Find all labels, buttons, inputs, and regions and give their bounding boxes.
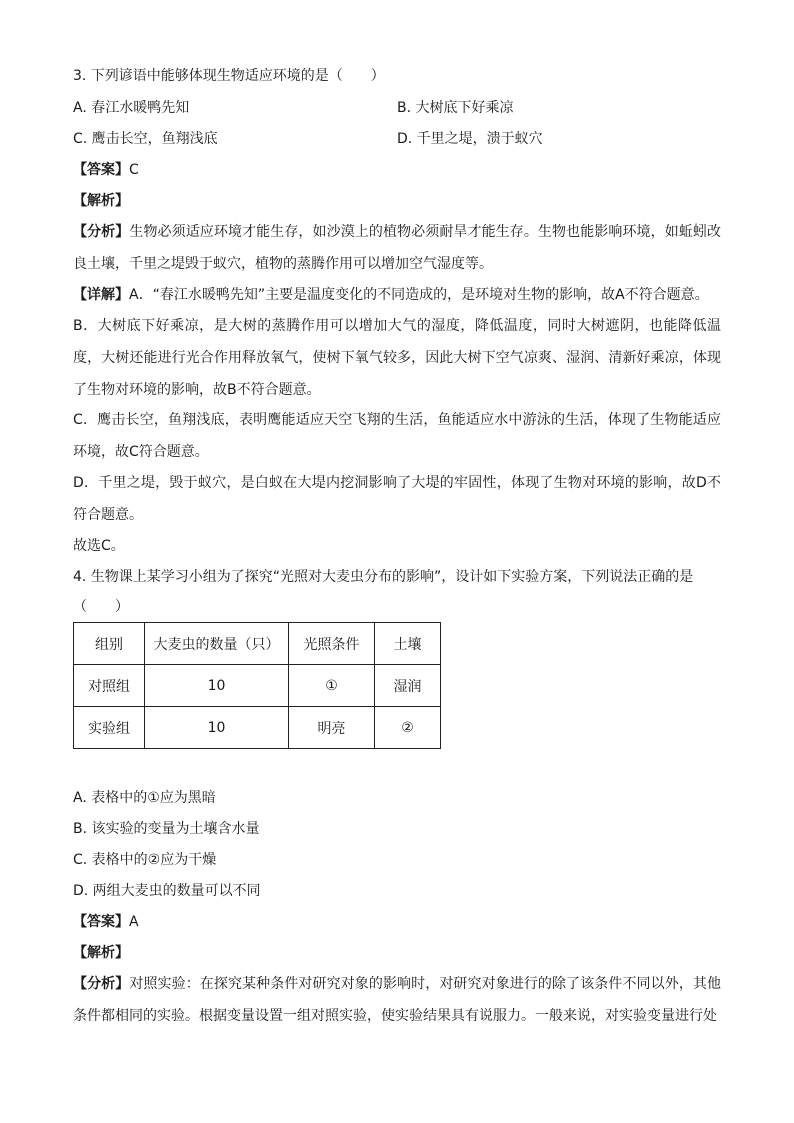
table-cell: ②	[375, 707, 441, 749]
q3-option-d: D. 千里之堤，溃于蚁穴	[397, 131, 543, 147]
table-cell: 对照组	[74, 665, 145, 707]
header-cell: 大麦虫的数量（只）	[145, 623, 289, 665]
header-cell: 组别	[74, 623, 145, 665]
table-cell: 10	[145, 665, 289, 707]
fenxi-tag: 【分析】	[73, 224, 130, 240]
answer-tag: 【答案】	[73, 914, 129, 930]
table-cell: 10	[145, 707, 289, 749]
q4-answer	[73, 912, 139, 932]
answer-value: A	[129, 914, 139, 930]
q4-option-b: B. 该实验的变量为土壤含水量	[73, 821, 260, 837]
q3-detail-b: B．大树底下好乘凉，是大树的蒸腾作用可以增加大气的湿度，降低温度，同时大树遮阴，也能降低温度，大树还能进行光合作用释放氧气，使树下氧气较多，因此大树下空气凉爽、湿润、清新好乘凉，体现了生物对环境的影响，故B不符合题意。	[73, 318, 721, 398]
q3-option-a: A. 春江水暖鸭先知	[73, 100, 190, 116]
table-header-row	[74, 623, 441, 665]
q4-stem-line1: 4. 生物课上某学习小组为了探究“光照对大麦虫分布的影响”，设计如下实验方案，下列说法正确的是	[73, 569, 694, 585]
table-cell: ①	[289, 665, 375, 707]
q4-stem-line2: （ ）	[73, 599, 129, 615]
fenxi-text: 对照实验：在探究某种条件对研究对象的影响时，对研究对象进行的除了该条件不同以外，其他条件都相同的实验。根据变量设置一组对照实验，使实验结果具有说服力。一般来说，对实验变量进行处	[73, 976, 722, 1024]
q3-conclusion: 故选C。	[73, 538, 125, 554]
experiment-table	[73, 622, 441, 749]
q3-detail-d: D．千里之堤，毁于蚁穴，是白蚁在大堤内挖洞影响了大堤的牢固性，体现了生物对环境的影响，故D不符合题意。	[73, 475, 721, 523]
table-cell: 实验组	[74, 707, 145, 749]
fenxi-tag: 【分析】	[73, 976, 130, 992]
header-cell: 光照条件	[289, 623, 375, 665]
q4-option-d: D. 两组大麦虫的数量可以不同	[73, 883, 261, 899]
q3-analysis-tag: 【解析】	[73, 193, 129, 209]
answer-value: C	[129, 162, 139, 178]
q3-stem: 3. 下列谚语中能够体现生物适应环境的是（ ）	[73, 68, 385, 84]
q3-option-b: B. 大树底下好乘凉	[397, 100, 514, 116]
q4-option-c: C. 表格中的②应为干燥	[73, 852, 217, 868]
q3-option-c: C. 鹰击长空，鱼翔浅底	[73, 131, 218, 147]
q3-fenxi	[73, 216, 721, 280]
q3-detail-c: C．鹰击长空，鱼翔浅底，表明鹰能适应天空飞翔的生活，鱼能适应水中游泳的生活，体现了生物能适应环境，故C符合题意。	[73, 412, 721, 460]
fenxi-text: 生物必须适应环境才能生存，如沙漠上的植物必须耐旱才能生存。生物也能影响环境，如蚯蚓改良土壤，千里之堤毁于蚁穴，植物的蒸腾作用可以增加空气湿度等。	[73, 224, 722, 272]
answer-tag: 【答案】	[73, 162, 129, 178]
table-row	[74, 665, 441, 707]
detail-a-text: A．“春江水暖鸭先知”主要是温度变化的不同造成的，是环境对生物的影响，故A不符合题意。	[129, 287, 709, 303]
table-cell: 湿润	[375, 665, 441, 707]
xiangjie-tag: 【详解】	[73, 287, 129, 303]
q4-option-a: A. 表格中的①应为黑暗	[73, 790, 216, 806]
q4-analysis-tag: 【解析】	[73, 945, 129, 961]
table-row	[74, 707, 441, 749]
table-cell: 明亮	[289, 707, 375, 749]
q3-detail-a	[73, 279, 721, 311]
q3-answer	[73, 160, 139, 180]
q4-fenxi	[73, 968, 721, 1032]
header-cell: 土壤	[375, 623, 441, 665]
